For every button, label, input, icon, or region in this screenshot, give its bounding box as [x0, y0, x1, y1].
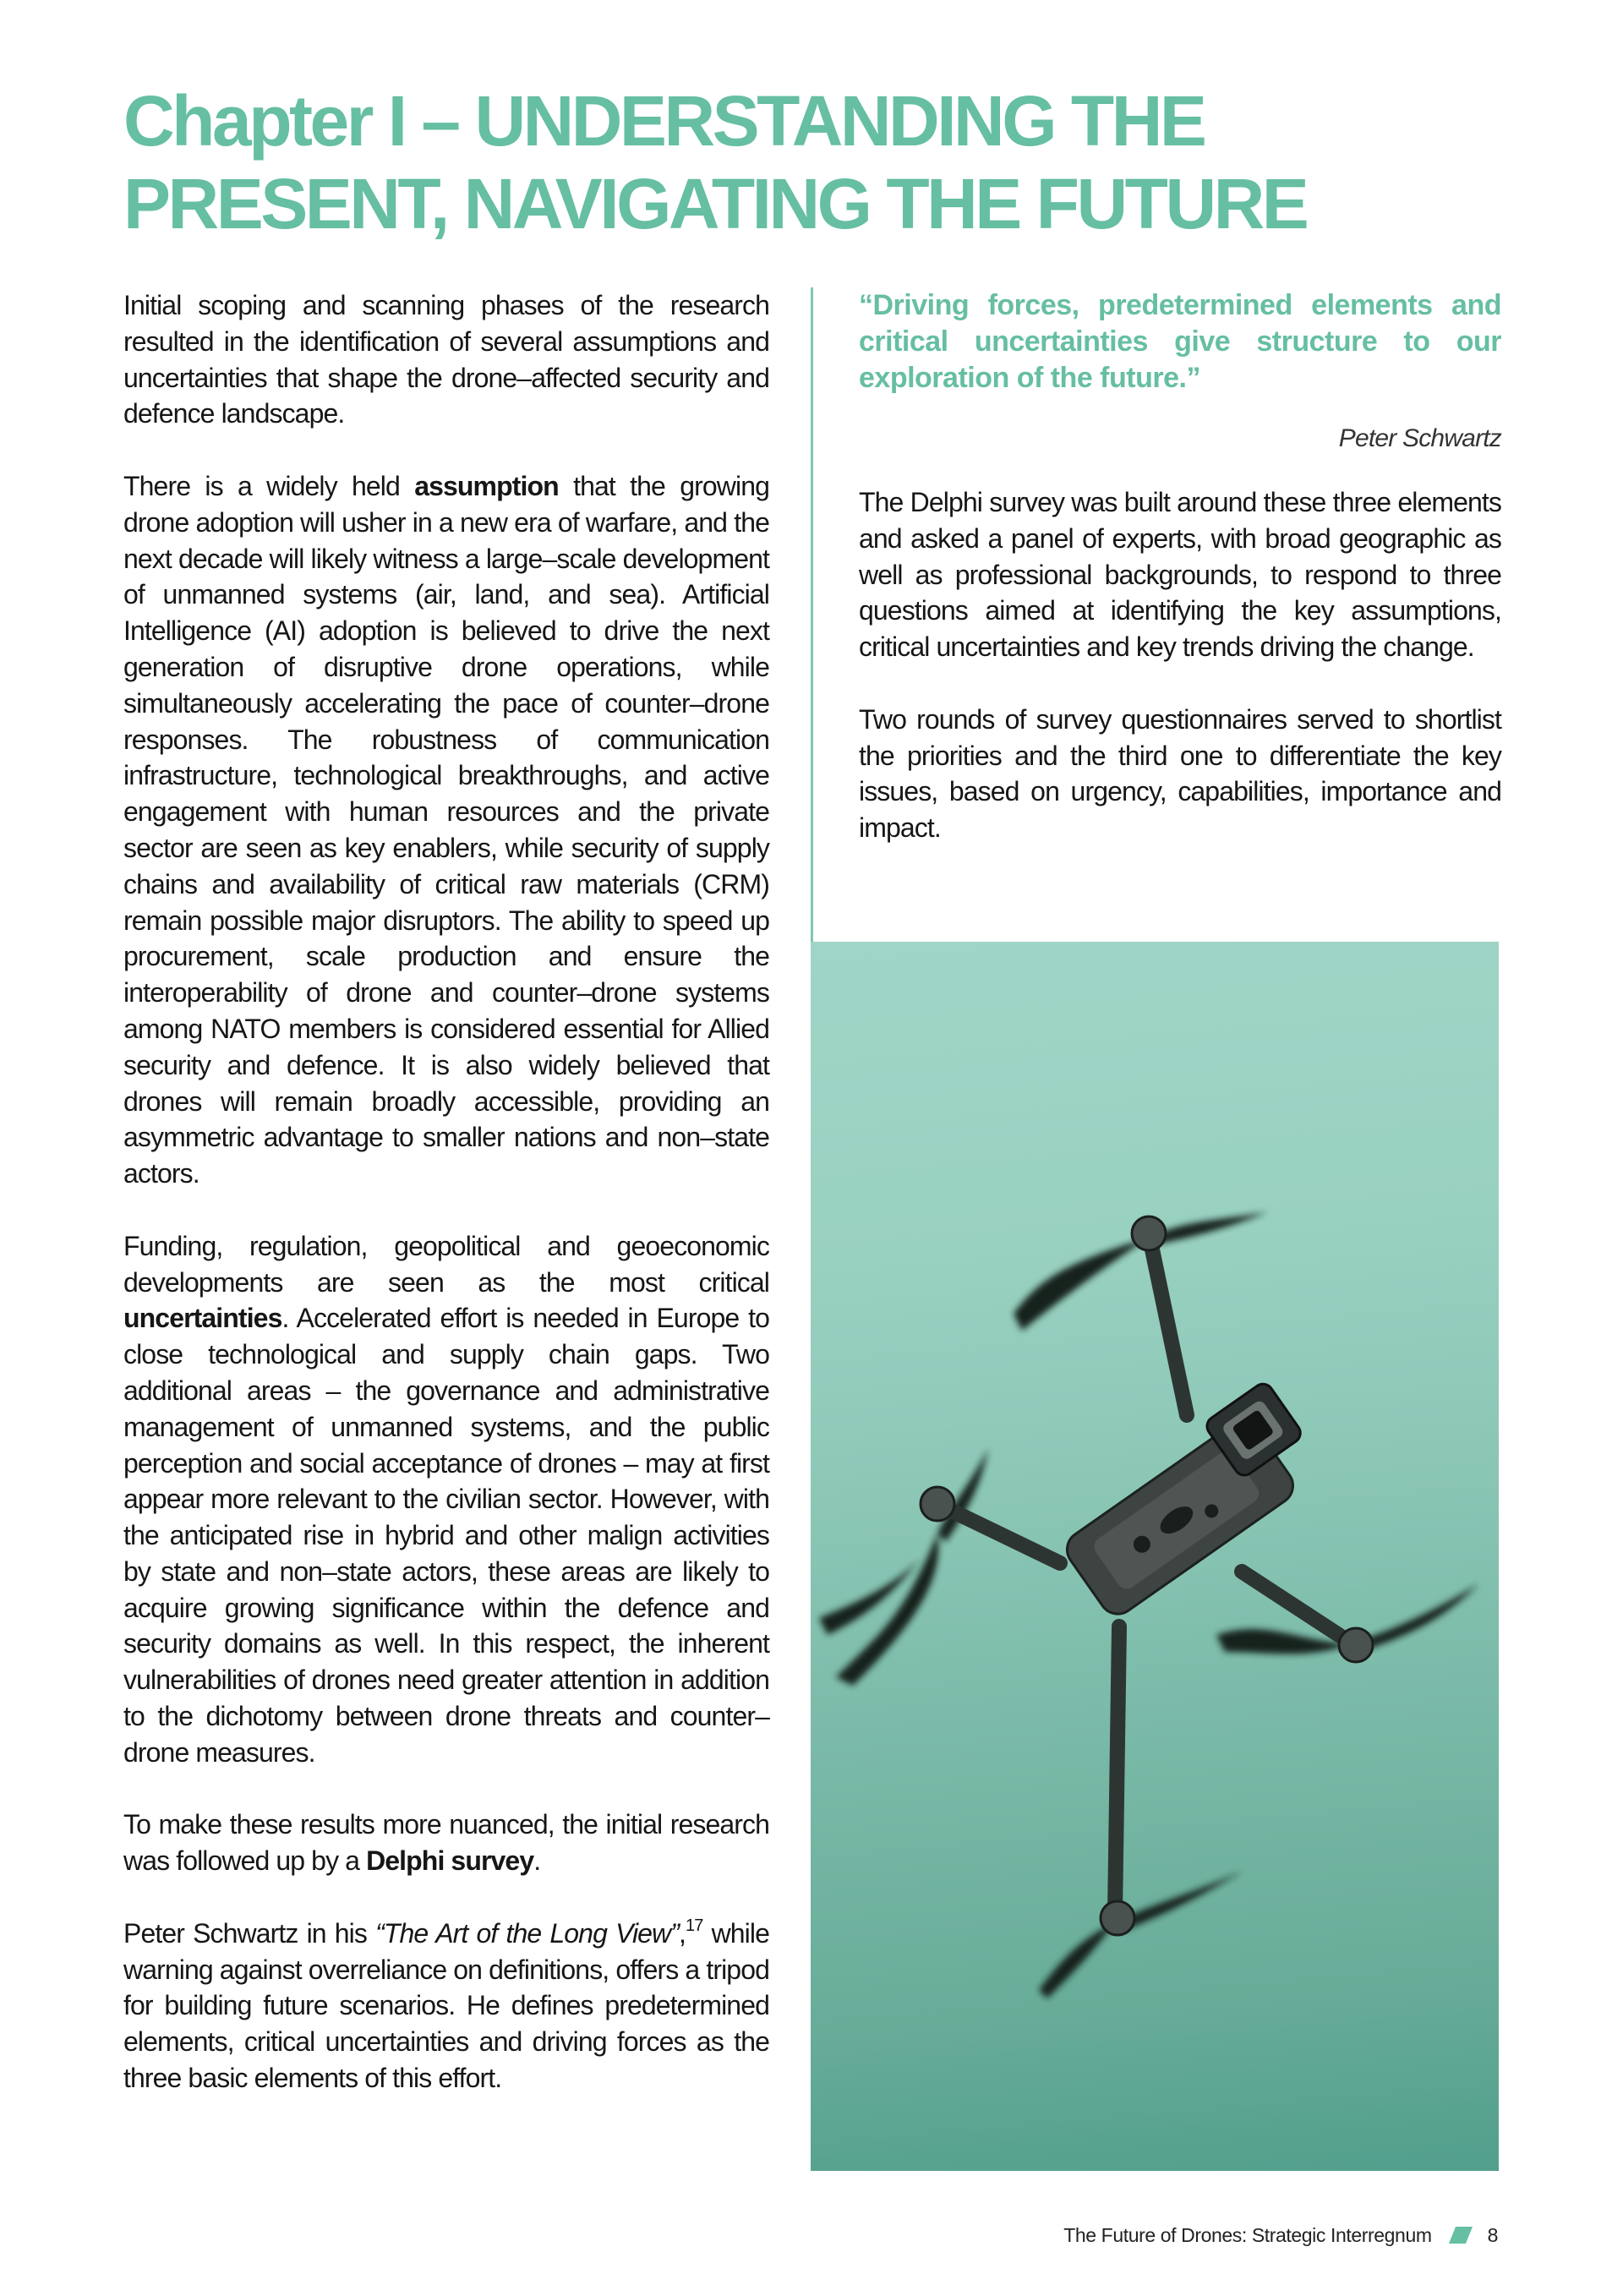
book-title: “The Art of the Long View” — [375, 1917, 680, 1949]
page-number: 8 — [1487, 2223, 1498, 2246]
paragraph-delphi — [123, 1807, 769, 1879]
left-column — [123, 287, 769, 2133]
drone-icon — [811, 942, 1499, 2171]
paragraph-survey-rounds: Two rounds of survey questionnaires served to shortlist the priorities and the third one to differentiate the key issues, based on urgency, capabilities, importance and impact. — [859, 703, 1501, 844]
slash-accent-icon — [1449, 2227, 1473, 2244]
bold-term-uncertainties: uncertainties — [123, 1303, 282, 1334]
chapter-title-line-1: Chapter I – UNDERSTANDING THE — [123, 81, 1205, 161]
text: while warning against overreliance on definitions, offers a tripod for building future scenarios. He defines predetermined elements, critical uncertainties and driving forces as the three basic elements of this effort. — [123, 1917, 769, 2094]
text: Peter Schwartz in his — [123, 1917, 376, 1949]
paragraph-uncertainties — [123, 1228, 769, 1771]
publication-title: The Future of Drones: Strategic Interregnum — [1063, 2223, 1432, 2246]
text: . — [533, 1845, 541, 1877]
chapter-title — [123, 79, 1493, 245]
text: , — [679, 1917, 686, 1949]
chapter-title-line-2: PRESENT, NAVIGATING THE FUTURE — [123, 164, 1307, 243]
text: . Accelerated effort is needed in Europe to close technological and supply chain gaps. Two additional areas – the governance and administrative management of unmanned systems, and the public perception and social acceptance of drones – may at first appear more relevant to the civilian sector. However, with the anticipated rise in hybrid and other malign activities by state and non–state actors, these areas are likely to acquire growing significance within the defence and security domains as well. In this respect, the inherent vulnerabilities of drones need greater attention in addition to the dichotomy between drone threats and counter–drone measures. — [123, 1303, 769, 1768]
text: that the growing drone adoption will usher in a new era of warfare, and the next decade will likely witness a large–scale development of unmanned systems (air, land, and sea). Artificial Intelligence (AI) adoption is believed to drive the next generation of disruptive drone operations, while simultaneously accelerating the pace of counter–drone responses. The robustness of communication infrastructure, technological breakthroughs, and active engagement with human resources and the private sector are seen as key enablers, while security of supply chains and availability of critical raw materials (CRM) remain possible major disruptors. The ability to speed up procurement, scale production and ensure the interoperability of drone and counter–drone systems among NATO members is considered essential for Allied security and defence. It is also widely believed that drones will remain broadly accessible, providing an asymmetric advantage to smaller nations and non–state actors. — [123, 470, 769, 1189]
paragraph-intro: Initial scoping and scanning phases of the research resulted in the identification of several assumptions and uncertainties that shape the drone–affected security and defence landscape. — [123, 290, 769, 429]
pull-quote: “Driving forces, predetermined elements and critical uncertainties give structure to our exploration of the future.” — [859, 289, 1501, 394]
drone-photo — [811, 942, 1499, 2171]
paragraph-delphi-description: The Delphi survey was built around these three elements and asked a panel of experts, with broad geographic as well as professional backgrounds, to respond to three questions aimed at identifying the key assumptions, critical uncertainties and key trends driving the change. — [859, 487, 1501, 663]
bold-term-delphi-survey: Delphi survey — [366, 1845, 534, 1877]
bold-term-assumption: assumption — [414, 470, 559, 501]
column-divider — [811, 287, 813, 947]
paragraph-assumptions — [123, 468, 769, 1192]
footnote-reference[interactable]: 17 — [686, 1916, 703, 1935]
text: There is a widely held — [123, 470, 415, 501]
quote-author: Peter Schwartz — [1338, 424, 1501, 452]
paragraph-schwartz — [123, 1916, 769, 2096]
right-column — [859, 287, 1501, 883]
page-footer — [1063, 2220, 1498, 2250]
text: Funding, regulation, geopolitical and geoeconomic developments are seen as the most critical — [123, 1230, 769, 1298]
text: To make these results more nuanced, the initial research was followed up by a — [123, 1809, 769, 1877]
